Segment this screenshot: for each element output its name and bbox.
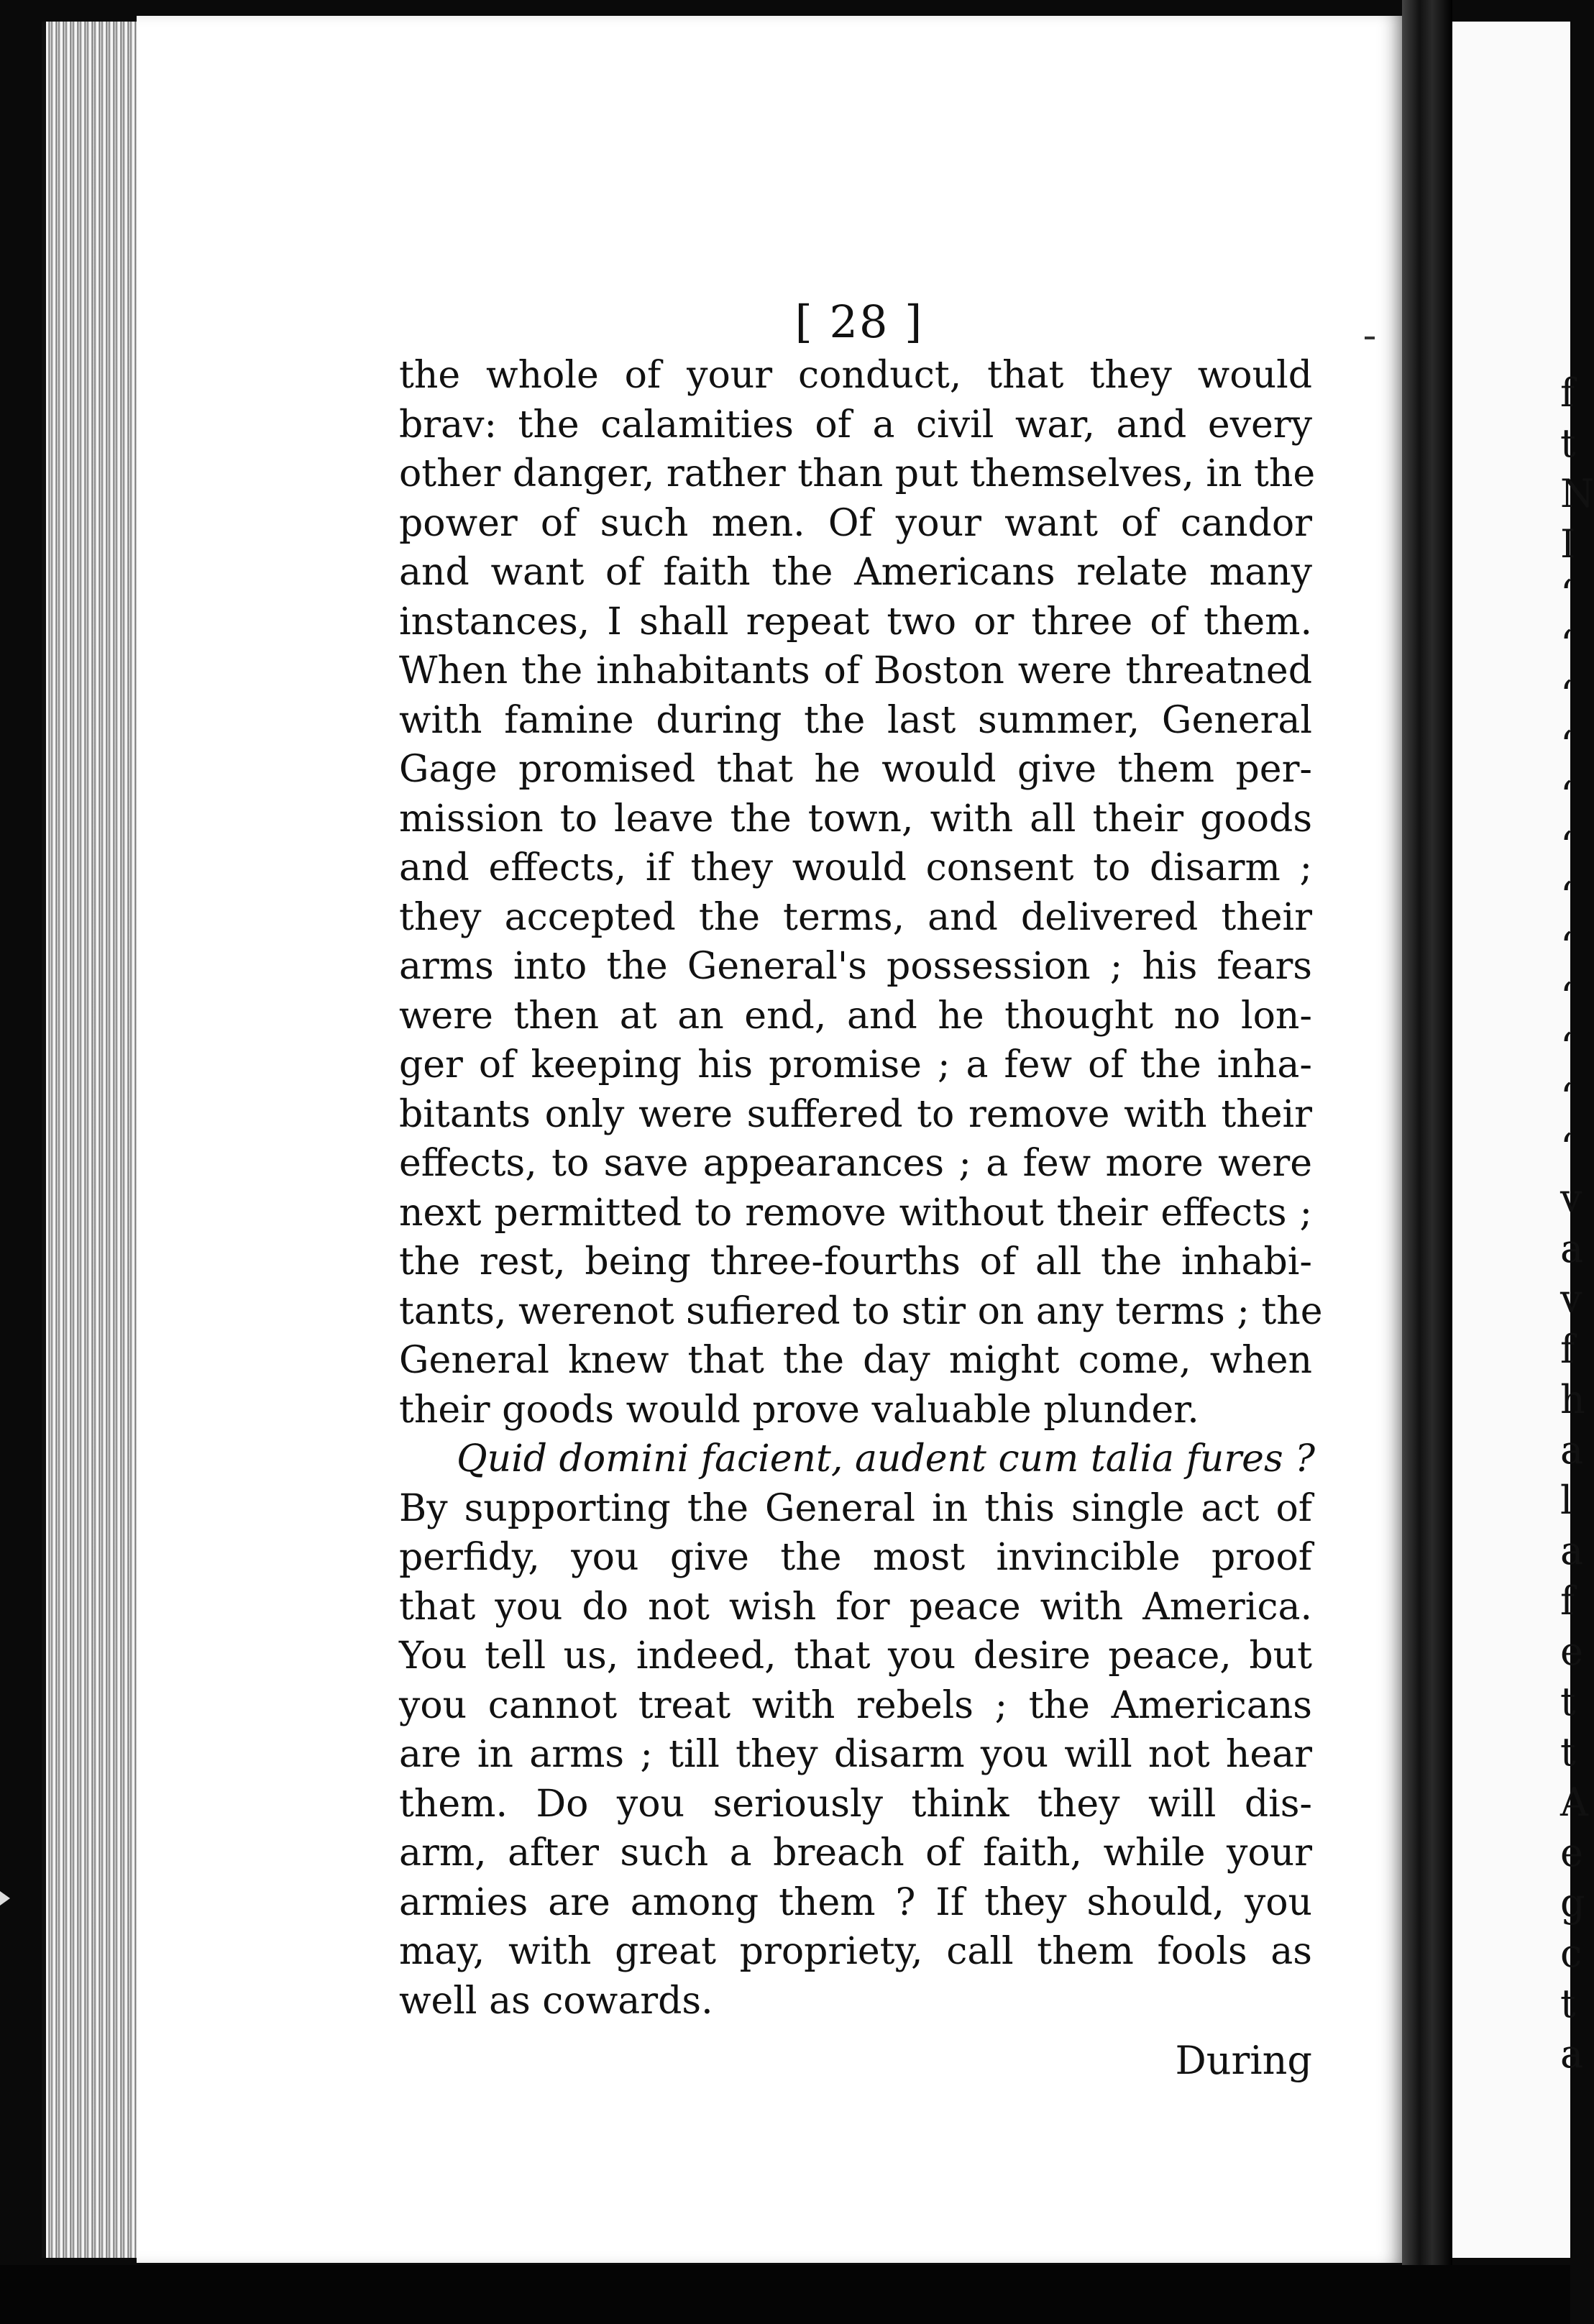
facing-page-letter: g [1560, 1880, 1585, 1926]
facing-page-letter: e [1560, 1830, 1583, 1875]
margin-mark [1365, 337, 1375, 339]
text-line: armies are among them ? If they should, you [399, 1880, 1312, 1924]
text-line: effects, to save appearances ; a few more were [399, 1142, 1312, 1185]
text-line: instances, I shall repeat two or three of them. [399, 600, 1312, 644]
edge-tick-mark [0, 1891, 10, 1906]
text-line: well as cowards. [399, 1979, 713, 2023]
facing-page-letter: f [1560, 1578, 1575, 1624]
facing-page-letter: a [1560, 1427, 1584, 1473]
text-line: General knew that the day might come, when [399, 1339, 1312, 1382]
facing-page-letter: ‘ [1560, 823, 1573, 869]
text-line: perfidy, you give the most invincible proof [399, 1536, 1312, 1579]
text-line: tants, werenot sufiered to stir on any terms ; the [399, 1289, 1323, 1333]
text-line: their goods would prove valuable plunder. [399, 1388, 1199, 1432]
facing-page-letter: ‘ [1560, 723, 1573, 768]
facing-page-letter: ‘ [1560, 773, 1573, 818]
paragraph-1 [399, 351, 1323, 1435]
text-line: the rest, being three-fourths of all the inhabi- [399, 1240, 1312, 1284]
text-line: power of such men. Of your want of candor [399, 501, 1312, 545]
text-line: may, with great propriety, call them fools as [399, 1930, 1312, 1973]
text-line: mission to leave the town, with all their goods [399, 797, 1312, 841]
facing-page-letter: ‘ [1560, 924, 1573, 969]
facing-page-letter: ‘ [1560, 874, 1573, 919]
scan-bottom-border [0, 2265, 1570, 2324]
text-line: you cannot treat with rebels ; the Americans [399, 1683, 1312, 1727]
text-line: the whole of your conduct, that they would [399, 354, 1312, 397]
catchword: During [1175, 2038, 1312, 2083]
facing-page-letter: t [1560, 1729, 1576, 1775]
facing-page-letter: N [1560, 471, 1594, 516]
text-line: that you do not wish for peace with America. [399, 1585, 1312, 1629]
facing-page-letter: v [1560, 1276, 1582, 1322]
page-text-block [399, 293, 1323, 2093]
facing-page-letter: f [1560, 1327, 1575, 1372]
facing-page-letter: ‘ [1560, 1025, 1573, 1070]
text-line: them. Do you seriously think they will dis- [399, 1782, 1312, 1826]
text-line: Gage promised that he would give them per- [399, 748, 1312, 791]
facing-page-letter: ‘ [1560, 974, 1573, 1020]
facing-page-edge [1452, 22, 1594, 2258]
text-line: next permitted to remove without their effects ; [399, 1191, 1312, 1235]
latin-quotation: Quid domini facient, audent cum talia fures ? [457, 1437, 1316, 1481]
text-line: arms into the General's possession ; his fears [399, 945, 1312, 988]
page-number: [ 28 ] [794, 296, 924, 348]
text-line: with famine during the last summer, General [399, 698, 1312, 742]
text-line: and effects, if they would consent to disarm ; [399, 846, 1312, 889]
text-line: other danger, rather than put themselves, in the [399, 452, 1316, 495]
binding-gutter [1402, 0, 1452, 2324]
paragraph-2 [399, 1484, 1312, 2026]
text-line: bitants only were suffered to remove with their [399, 1092, 1312, 1136]
text-line: are in arms ; till they disarm you will not hear [399, 1733, 1312, 1776]
facing-page-letter: A [1560, 1780, 1588, 1825]
text-line: and want of faith the Americans relate many [399, 551, 1312, 594]
text-line: they accepted the terms, and delivered their [399, 895, 1312, 939]
facing-page-letter: ‘ [1560, 672, 1573, 718]
text-line: ger of keeping his promise ; a few of the inha- [399, 1043, 1312, 1086]
facing-page-letter: e [1560, 1629, 1583, 1674]
text-line: When the inhabitants of Boston were threatned [399, 649, 1312, 692]
facing-page-letter: l [1560, 1478, 1573, 1523]
facing-page-letter: a [1560, 2031, 1584, 2077]
facing-page-letter: t [1560, 1981, 1576, 2026]
facing-page-letter: t [1560, 421, 1576, 466]
text-line: By supporting the General in this single act of [399, 1486, 1312, 1530]
facing-page-letter: ‘ [1560, 1125, 1573, 1171]
text-line: brav: the calamities of a civil war, and every [399, 403, 1312, 447]
facing-page-letter: I [1560, 521, 1576, 567]
facing-page-letter: a [1560, 1528, 1584, 1573]
text-line: You tell us, indeed, that you desire peace, but [399, 1634, 1312, 1678]
facing-page-letter: ‘ [1560, 622, 1573, 667]
facing-page-letter: t [1560, 1679, 1576, 1724]
text-line: were then at an end, and he thought no lon- [399, 994, 1312, 1038]
facing-page-letter: c [1560, 1931, 1582, 1976]
facing-page-letter: f [1560, 370, 1575, 416]
facing-page-letter: h [1560, 1377, 1585, 1422]
text-line: arm, after such a breach of faith, while your [399, 1831, 1312, 1875]
facing-page-letter: ‘ [1560, 1075, 1573, 1120]
facing-page-letter: v [1560, 1176, 1582, 1221]
facing-page-letter: a [1560, 1226, 1584, 1271]
facing-page-letter: ‘ [1560, 572, 1573, 617]
